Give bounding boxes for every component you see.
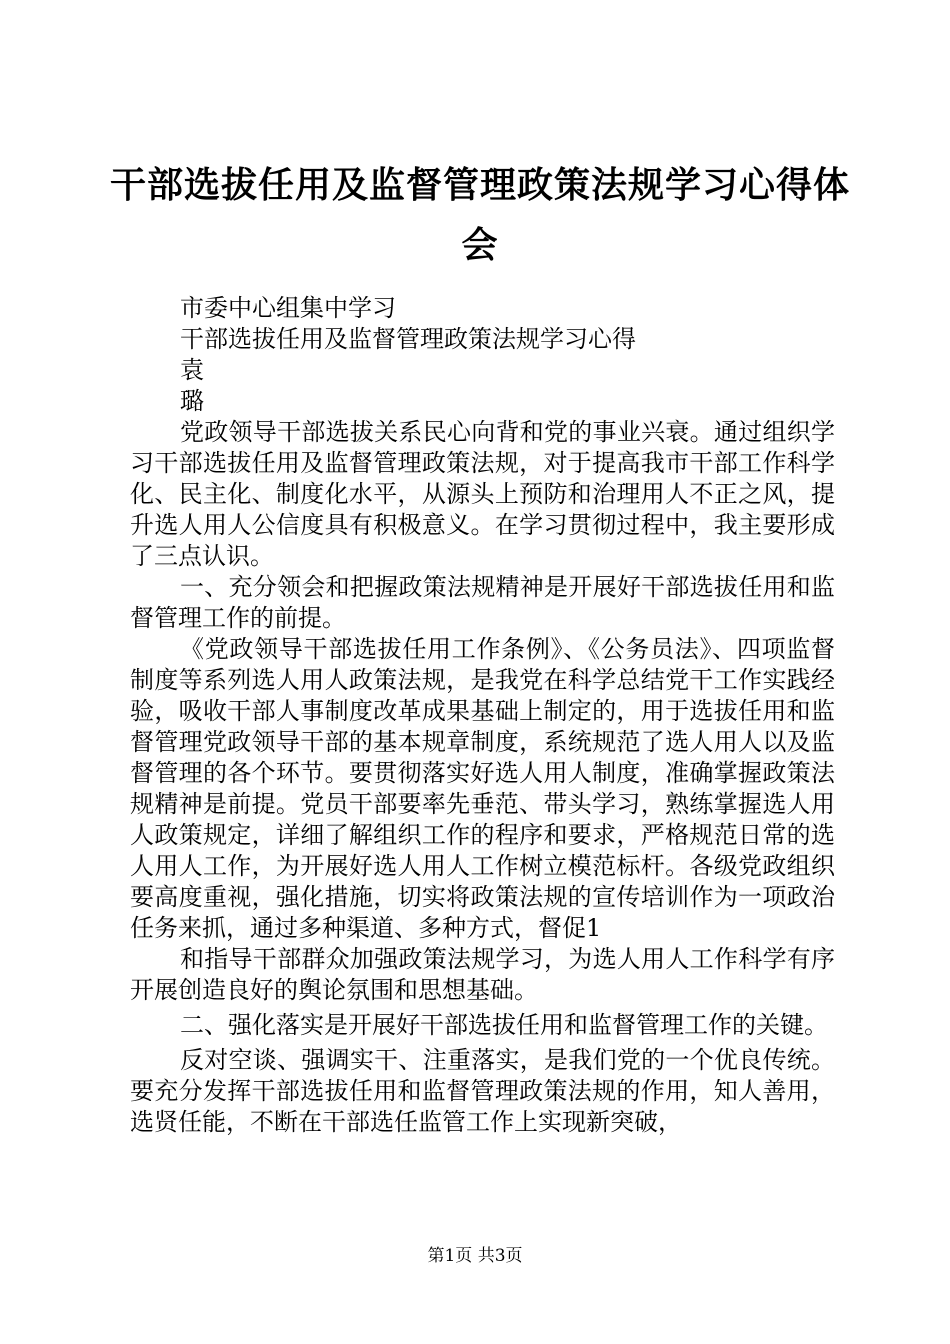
meta-line-author-surname: 袁 (180, 356, 204, 384)
page-footer: 第1页 共3页 (427, 1246, 523, 1266)
document-title (100, 158, 860, 272)
paragraph-intro: 党政领导干部选拔关系民心向背和党的事业兴衰。通过组织学习干部选拔任用及监督管理政策法规，对于提高我市干部工作科学化、民主化、制度化水平，从源头上预防和治理用人不正之风，提升选人用人公信度具有积极意义。在学习贯彻过程中，我主要形成了三点认识。 (130, 418, 835, 570)
document-body (130, 293, 835, 1138)
paragraph-point-two-body: 反对空谈、强调实干、注重落实，是我们党的一个优良传统。要充分发挥干部选拔任用和监督管理政策法规的作用，知人善用，选贤任能，不断在干部选任监管工作上实现新突破， (130, 1046, 835, 1136)
title-line-1: 干部选拔任用及监督管理政策法规学习心得体 (109, 164, 850, 206)
paragraph-point-one-continued: 和指导干部群众加强政策法规学习，为选人用人工作科学有序开展创造良好的舆论氛围和思想基础。 (130, 945, 835, 1004)
paragraph-point-one-body: 《党政领导干部选拔任用工作条例》、《公务员法》、四项监督制度等系列选人用人政策法规，是我党在科学总结党干工作实践经验，吸收干部人事制度改革成果基础上制定的，用于选拔任用和监督管理党政领导干部的基本规章制度，系统规范了选人用人以及监督管理的各个环节。要贯彻落实好选人用人制度，准确掌握政策法规精神是前提。党员干部要率先垂范、带头学习，熟练掌握选人用人政策规定，详细了解组织工作的程序和要求，严格规范日常的选人用人工作，为开展好选人用人工作树立模范标杆。各级党政组织要高度重视，强化措施，切实将政策法规的宣传培训作为一项政治任务来抓，通过多种渠道、多种方式，督促1 (130, 635, 835, 942)
title-line-2: 会 (461, 224, 499, 266)
heading-point-two: 二、强化落实是开展好干部选拔任用和监督管理工作的关键。 (180, 1011, 828, 1039)
heading-point-one: 一、充分领会和把握政策法规精神是开展好干部选拔任用和监督管理工作的前提。 (130, 573, 835, 632)
meta-line-subtitle: 干部选拔任用及监督管理政策法规学习心得 (180, 325, 636, 353)
meta-line-author-name: 璐 (180, 387, 204, 415)
meta-line-organizer: 市委中心组集中学习 (180, 294, 396, 322)
